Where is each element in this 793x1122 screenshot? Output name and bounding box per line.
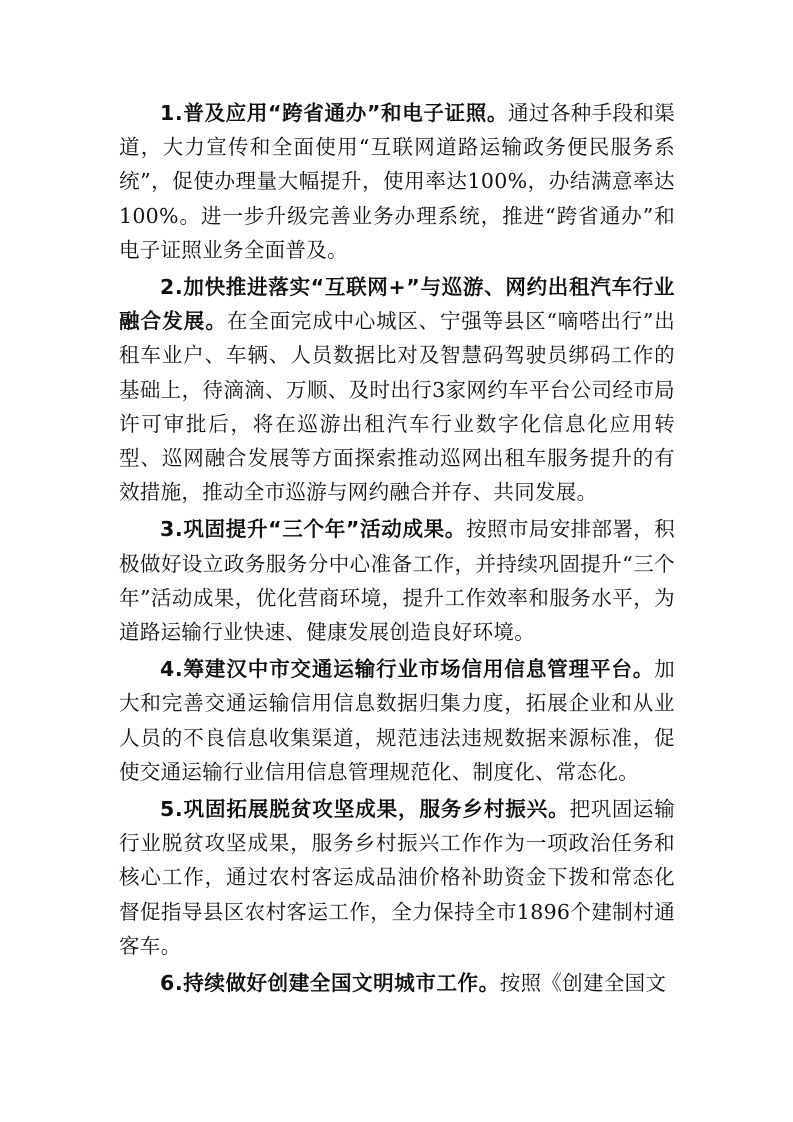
paragraph-6-body: 按照《创建全国文 (499, 971, 667, 996)
paragraph-6 (119, 966, 675, 1000)
paragraph-5-body: 把巩固运输行业脱贫攻坚成果，服务乡村振兴工作作为一项政治任务和核心工作，通过农村客运成品油价格补助资金下拨和常态化督促指导县区农村客运工作，全力保持全市1896个建制村通客车。 (119, 797, 675, 958)
paragraph-6-heading: 6.持续做好创建全国文明城市工作。 (160, 971, 500, 996)
paragraph-3 (119, 512, 675, 649)
paragraph-5 (119, 792, 675, 963)
paragraph-2 (119, 270, 675, 509)
paragraph-4-heading: 4.筹建汉中市交通运输行业市场信用信息管理平台。 (160, 657, 655, 682)
paragraph-5-heading: 5.巩固拓展脱贫攻坚成果，服务乡村振兴。 (160, 797, 570, 822)
paragraph-1-body: 通过各种手段和渠道，大力宣传和全面使用“互联网道路运输政务便民服务系统”，促使办理量大幅提升，使用率达100%，办结满意率达100%。进一步升级完善业务办理系统，推进“跨省通办”和电子证照业务全面普及。 (119, 101, 676, 262)
document-page (119, 96, 675, 1000)
paragraph-3-heading: 3.巩固提升“三个年”活动成果。 (160, 517, 467, 542)
paragraph-4 (119, 652, 675, 789)
paragraph-4-body: 加大和完善交通运输信用信息数据归集力度，拓展企业和从业人员的不良信息收集渠道，规范违法违规数据来源标准，促使交通运输行业信用信息管理规范化、制度化、常态化。 (119, 657, 675, 784)
paragraph-2-body: 在全面完成中心城区、宁强等县区“嘀嗒出行”出租车业户、车辆、人员数据比对及智慧码驾驶员绑码工作的基础上，待滴滴、万顺、及时出行3家网约车平台公司经市局许可审批后，将在巡游出租汽车行业数字化信息化应用转型、巡网融合发展等方面探索推动巡网出租车服务提升的有效措施，推动全市巡游与网约融合并存、共同发展。 (119, 309, 676, 505)
paragraph-1 (119, 96, 675, 267)
paragraph-3-body: 按照市局安排部署，积极做好设立政务服务分中心准备工作，并持续巩固提升“三个年”活动成果，优化营商环境，提升工作效率和服务水平，为道路运输行业快速、健康发展创造良好环境。 (119, 517, 675, 645)
paragraph-2-heading: 2.加快推进落实“互联网+”与巡游、网约出租汽车行业融合发展。 (119, 275, 675, 334)
paragraph-1-heading: 1.普及应用“跨省通办”和电子证照。 (160, 101, 509, 125)
